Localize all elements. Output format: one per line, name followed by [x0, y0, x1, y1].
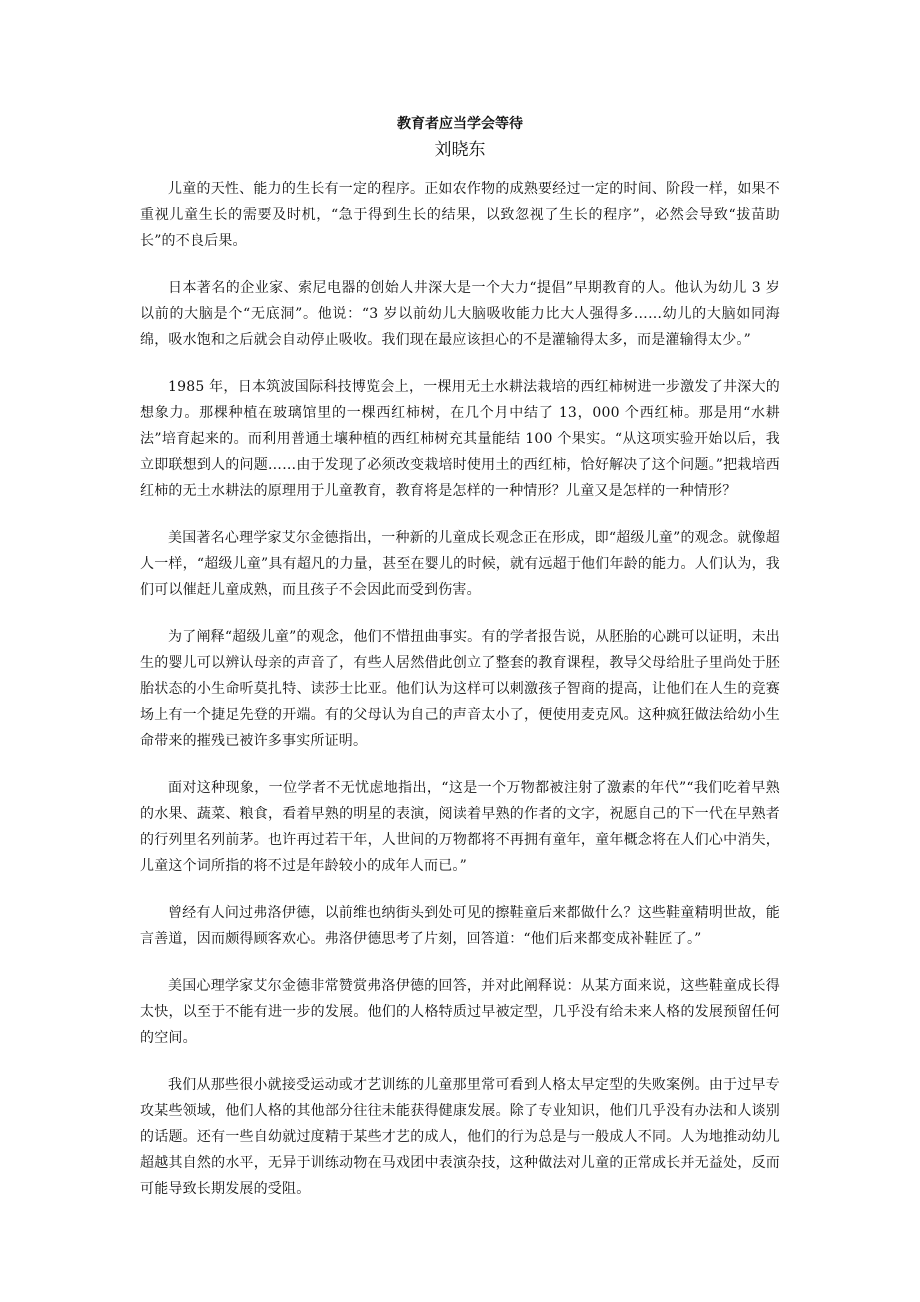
- paragraph-7: 曾经有人问过弗洛伊德，以前维也纳街头到处可见的擦鞋童后来都做什么？这些鞋童精明世故，能言善道，因而颇得顾客欢心。弗洛伊德思考了片刻，回答道：“他们后来都变成补鞋匠了。”: [140, 905, 780, 947]
- paragraph-3: 1985 年，日本筑波国际科技博览会上，一棵用无土水耕法栽培的西红柿树进一步激发了井深大的想象力。那棵种植在玻璃馆里的一棵西红柿树，在几个月中结了 13，000 个西红柿。那是用“水耕法”培育起来的。而利用普通土壤种植的西红柿树充其量能结 100 个果实。“从这项实验开始以后，我立即联想到人的问题……由于发现了必须改变栽培时使用土的西红柿，恰好解决了这个问题。”把栽培西红柿的无土水耕法的原理用于儿童教育，教育将是怎样的一种情形？儿童又是怎样的一种情形？: [140, 379, 780, 499]
- paragraph-8: 美国心理学家艾尔金德非常赞赏弗洛伊德的回答，并对此阐释说：从某方面来说，这些鞋童成长得太快，以至于不能有进一步的发展。他们的人格特质过早被定型，几乎没有给未来人格的发展预留任何的空间。: [140, 978, 780, 1046]
- document-page: [140, 112, 780, 1223]
- paragraph-4: 美国著名心理学家艾尔金德指出，一种新的儿童成长观念正在形成，即“超级儿童”的观念。就像超人一样，“超级儿童”具有超凡的力量，甚至在婴儿的时候，就有远超于他们年龄的能力。人们认为，我们可以催赶儿童成熟，而且孩子不会因此而受到伤害。: [140, 530, 780, 598]
- document-author: 刘晓东: [434, 140, 486, 160]
- paragraph-5: 为了阐释“超级儿童”的观念，他们不惜扭曲事实。有的学者报告说，从胚胎的心跳可以证明，未出生的婴儿可以辨认母亲的声音了，有些人居然借此创立了整套的教育课程，教导父母给肚子里尚处于胚胎状态的小生命听莫扎特、读莎士比亚。他们认为这样可以刺激孩子智商的提高，让他们在人生的竞赛场上有一个捷足先登的开端。有的父母认为自己的声音太小了，便使用麦克风。这种疯狂做法给幼小生命带来的摧残已被许多事实所证明。: [140, 629, 780, 749]
- paragraph-2: 日本著名的企业家、索尼电器的创始人井深大是一个大力“提倡”早期教育的人。他认为幼儿 3 岁以前的大脑是个“无底洞”。他说：“3 岁以前幼儿大脑吸收能力比大人强得多……幼儿的大脑如同海绵，吸水饱和之后就会自动停止吸收。我们现在最应该担心的不是灌输得太多，而是灌输得太少。”: [140, 280, 780, 348]
- paragraph-6: 面对这种现象，一位学者不无忧虑地指出，“这是一个万物都被注射了激素的年代”“我们吃着早熟的水果、蔬菜、粮食，看着早熟的明星的表演，阅读着早熟的作者的文字，祝愿自己的下一代在早熟者的行列里名列前茅。也许再过若干年，人世间的万物都将不再拥有童年，童年概念将在人们心中消失，儿童这个词所指的将不过是年龄较小的成年人而已。”: [140, 780, 780, 874]
- document-title: 教育者应当学会等待: [397, 116, 523, 132]
- paragraph-1: 儿童的天性、能力的生长有一定的程序。正如农作物的成熟要经过一定的时间、阶段一样，如果不重视儿童生长的需要及时机，“急于得到生长的结果，以致忽视了生长的程序”，必然会导致“拔苗助长”的不良后果。: [140, 181, 780, 249]
- paragraph-9: 我们从那些很小就接受运动或才艺训练的儿童那里常可看到人格太早定型的失败案例。由于过早专攻某些领域，他们人格的其他部分往往未能获得健康发展。除了专业知识，他们几乎没有办法和人谈别的话题。还有一些自幼就过度精于某些才艺的成人，他们的行为总是与一般成人不同。人为地推动幼儿超越其自然的水平，无异于训练动物在马戏团中表演杂技，这种做法对儿童的正常成长并无益处，反而可能导致长期发展的受阻。: [140, 1077, 780, 1197]
